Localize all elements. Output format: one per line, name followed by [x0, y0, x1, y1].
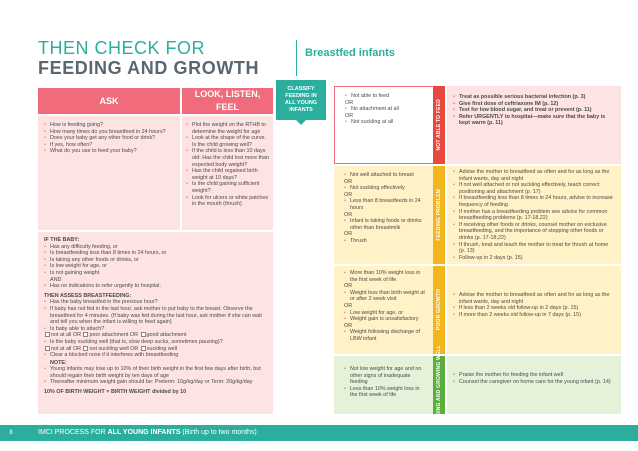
list-item: • Look at the shape of the curve. Is the child growing well? [186, 135, 269, 148]
list-item: • Is baby able to attach? [44, 326, 267, 333]
classify-header [276, 80, 326, 120]
ask-questions-list [44, 122, 174, 155]
classification-not-able-to-feed [433, 86, 445, 164]
list-item: • If thrush, treat and teach the mother to treat for thrush at home (p. 13) [453, 242, 615, 255]
list-item: • More than 10% weight loss in the first week of life [344, 270, 427, 283]
or-label: OR [345, 99, 354, 106]
or-label: OR [345, 112, 354, 119]
signs-list [344, 270, 427, 283]
list-item: • Follow-up in 2 days (p. 15) [453, 255, 615, 262]
signs-list [344, 198, 427, 211]
list-item: • Advise the mother to breastfeed as often and for as long as the infant wants, day and night [453, 292, 615, 305]
ask-header: ASK [38, 88, 180, 114]
list-item: • If baby has not fed in the last hour, ask mother to put baby to the breast. Observe the breastfeed for 4 minutes. (If baby was fed during the last hour, ask mother if she can wait and tell you when the infant is willing to feed again) [44, 306, 267, 326]
option-label: not at all OR [51, 345, 81, 352]
list-item: • Look for ulcers or white patches in the mouth (thrush) [186, 195, 269, 208]
option-label: not suckling well OR [89, 345, 139, 352]
list-item: • If breastfeeding less than 8 times in 24 hours, advise to increase frequency of feeding [453, 195, 615, 208]
suckling-list [44, 339, 267, 346]
or-label: OR [344, 178, 353, 185]
classification-growing-well [433, 344, 445, 426]
list-item: • Low weight for age, or [344, 310, 427, 317]
clear-nose-list [44, 352, 267, 359]
list-item: • Young infants may lose up to 10% of their birth weight in the first few days after birth, but should regain their birth weight by ten days of age [44, 366, 267, 379]
checkbox[interactable] [141, 346, 146, 351]
list-item: • Not low weight for age and no other signs of inadequate feeding [344, 366, 427, 386]
look-listen-box [182, 116, 273, 230]
option-label: suckling well [146, 345, 178, 352]
list-item: • If the child is less than 10 days old: Has the child lost more than expected body weight? [186, 148, 269, 168]
list-item: • Weight gain is unsatisfactory [344, 316, 427, 323]
assess-heading: THEN ASSESS BREASTFEEDING: [44, 292, 132, 299]
list-item: • Has no indications to refer urgently to hospital: [44, 283, 267, 290]
list-item: • Is breastfeeding less than 8 times in 24 hours, or [44, 250, 267, 257]
classification-label: POOR GROWTH [436, 289, 442, 331]
footer-text [38, 425, 257, 441]
option-label: good attachment [146, 332, 187, 339]
signs-not-able-to-feed [334, 86, 433, 164]
list-item: • Less than 8 breastfeeds in 24 hours [344, 198, 427, 211]
or-label: OR [344, 302, 353, 309]
signs-list [344, 185, 427, 192]
list-item: • Has the child regained birth weight at 10 days? [186, 168, 269, 181]
if-baby-heading: IF THE BABY: [44, 237, 80, 243]
treatment-list [453, 169, 615, 261]
page-number: 8 [9, 430, 13, 436]
signs-list [345, 106, 427, 113]
look-header-line2: FEEL [215, 102, 239, 112]
footer-bold: ALL YOUNG INFANTS [107, 429, 181, 436]
checkbox[interactable] [45, 332, 50, 337]
list-item: • If receiving other foods or drinks, counsel mother on exclusive breastfeeding, and the importance of stopping other foods or drinks (p. 17-18,22) [453, 222, 615, 242]
attach-options [44, 332, 267, 339]
or-label: OR [344, 231, 353, 238]
classify-header-line: ALL YOUNG [284, 100, 318, 106]
list-item: • Refer URGENTLY to hospital—make sure that the baby is kept warm (p. 11) [453, 114, 615, 127]
list-item: • Is low weight for age, or [44, 263, 267, 270]
page-title-line2: FEEDING AND GROWTH [38, 58, 260, 78]
treatment-list [453, 292, 615, 318]
treatment-feeding-problem [447, 166, 621, 264]
list-item: • Test for low blood sugar, and treat or prevent (p. 11) [453, 107, 615, 114]
list-item: • Treat as possible serious bacterial infection (p. 3) [453, 94, 615, 101]
page-title-line1: THEN CHECK FOR [38, 38, 206, 58]
list-item: • Infant is taking foods or drinks other than breastmilk [344, 218, 427, 231]
or-label: OR [344, 191, 353, 198]
option-label: not at all OR [51, 332, 81, 339]
list-item: • If yes, how often? [44, 142, 174, 149]
list-item: • Is not gaining weight [44, 270, 267, 277]
classification-label: FEEDING AND GROWING WELL [436, 344, 442, 426]
note-list [44, 366, 267, 386]
no-indications-list [44, 283, 267, 290]
ask-questions-box [38, 116, 180, 230]
look-header-line1: LOOK, LISTEN, [194, 89, 261, 99]
title-divider [296, 40, 297, 76]
signs-list [344, 329, 427, 342]
list-item: • Less than 10% weight loss in the first week of life [344, 386, 427, 399]
treatment-not-able-to-feed [447, 86, 621, 164]
list-item: • Not suckling effectively [344, 185, 427, 192]
classify-header-line: CLASSIFY [287, 86, 315, 92]
checkbox[interactable] [141, 332, 146, 337]
classification-label: NOT ABLE TO FEED [436, 99, 442, 151]
footer-prefix: IMCI PROCESS FOR [38, 429, 108, 436]
note-heading: NOTE: [50, 359, 67, 366]
checkbox[interactable] [45, 346, 50, 351]
treatment-list [453, 372, 615, 385]
list-item: • Give first dose of ceftriaxone IM (p. 12) [453, 101, 615, 108]
signs-list [344, 290, 427, 303]
list-item: • Is the baby suckling well (that is, slow deep sucks, sometimes pausing)? [44, 339, 267, 346]
look-list [186, 122, 269, 208]
signs-list [344, 366, 427, 399]
list-item: • Weight less than birth weight at or after 2 week visit [344, 290, 427, 303]
list-item: • What do you use to feed your baby? [44, 148, 174, 155]
signs-list [344, 218, 427, 231]
signs-list [344, 238, 427, 245]
and-label: AND [50, 276, 62, 283]
list-item: • If more than 2 weeks old follow-up in 7 days (p. 15) [453, 312, 615, 319]
look-header [182, 88, 273, 114]
list-item: • Not well attached to breast [344, 172, 427, 179]
or-label: OR [344, 322, 353, 329]
assess-breastfeeding-box [38, 232, 273, 414]
list-item: • Plot the weight on the RTHB to determine the weight for age [186, 122, 269, 135]
list-item: • Advise the mother to breastfeed as often and for as long as the infant wants, day and night [453, 169, 615, 182]
list-item: • If less than 2 weeks old follow-up in 2 days (p. 15) [453, 305, 615, 312]
lbw-formula: 10% OF BIRTH WEIGHT = BIRTH WEIGHT divided by 10 [44, 389, 187, 396]
signs-list [345, 119, 427, 126]
classification-label: FEEDING PROBLEM [436, 189, 442, 241]
list-item: • Counsel the caregiver on home care for the young infant (p. 14) [453, 379, 615, 386]
classification-poor-growth [433, 266, 445, 354]
list-item: • Has any difficulty feeding, or [44, 244, 267, 251]
assess-list [44, 299, 267, 332]
list-item: • Is taking any other foods or drinks, or [44, 257, 267, 264]
list-item: • Clear a blocked nose if it interferes with breastfeeding [44, 352, 267, 359]
page-subtitle: Breastfed infants [305, 47, 395, 59]
treatment-growing-well [447, 356, 621, 414]
list-item: • If not well attached or not suckling effectively, teach correct positioning and attachment (p. 17) [453, 182, 615, 195]
list-item: • Is the child gaining sufficient weight? [186, 181, 269, 194]
list-item: • How many times do you breastfeed in 24 hours? [44, 129, 174, 136]
signs-list [344, 310, 427, 323]
list-item: • No attachment at all [345, 106, 427, 113]
classify-header-line: INFANTS [289, 107, 313, 113]
option-label: poor attachment OR [89, 332, 139, 339]
if-baby-list [44, 244, 267, 277]
signs-poor-growth [334, 266, 433, 354]
classification-feeding-problem [433, 166, 445, 264]
checkbox[interactable] [83, 332, 88, 337]
list-item: • Does your baby get any other food or drink? [44, 135, 174, 142]
signs-growing-well [334, 356, 433, 414]
list-item: • Not suckling at all [345, 119, 427, 126]
or-label: OR [344, 283, 353, 290]
signs-list [344, 172, 427, 179]
list-item: • Thereafter minimum weight gain should be: Preterm: 10g/kg/day or Term: 20g/kg/day [44, 379, 267, 386]
list-item: • Thrush [344, 238, 427, 245]
signs-feeding-problem [334, 166, 433, 264]
list-item: • Weight following discharge of LBW infant [344, 329, 427, 342]
signs-list [345, 93, 427, 100]
classify-header-line: FEEDING IN [285, 93, 317, 99]
list-item: • Has the baby breastfed in the previous hour? [44, 299, 267, 306]
suckling-options [44, 346, 267, 353]
list-item: • How is feeding going? [44, 122, 174, 129]
footer-suffix: (Birth up to two months) [180, 429, 257, 436]
treatment-list [453, 94, 615, 127]
list-item: • If mother has a breastfeeding problem see advice for common breastfeeding problems (p. 17-18,22) [453, 209, 615, 222]
list-item: • Not able to feed [345, 93, 427, 100]
list-item: • Praise the mother for feeding the infant well [453, 372, 615, 379]
or-label: OR [344, 211, 353, 218]
checkbox[interactable] [83, 346, 88, 351]
treatment-poor-growth [447, 266, 621, 354]
